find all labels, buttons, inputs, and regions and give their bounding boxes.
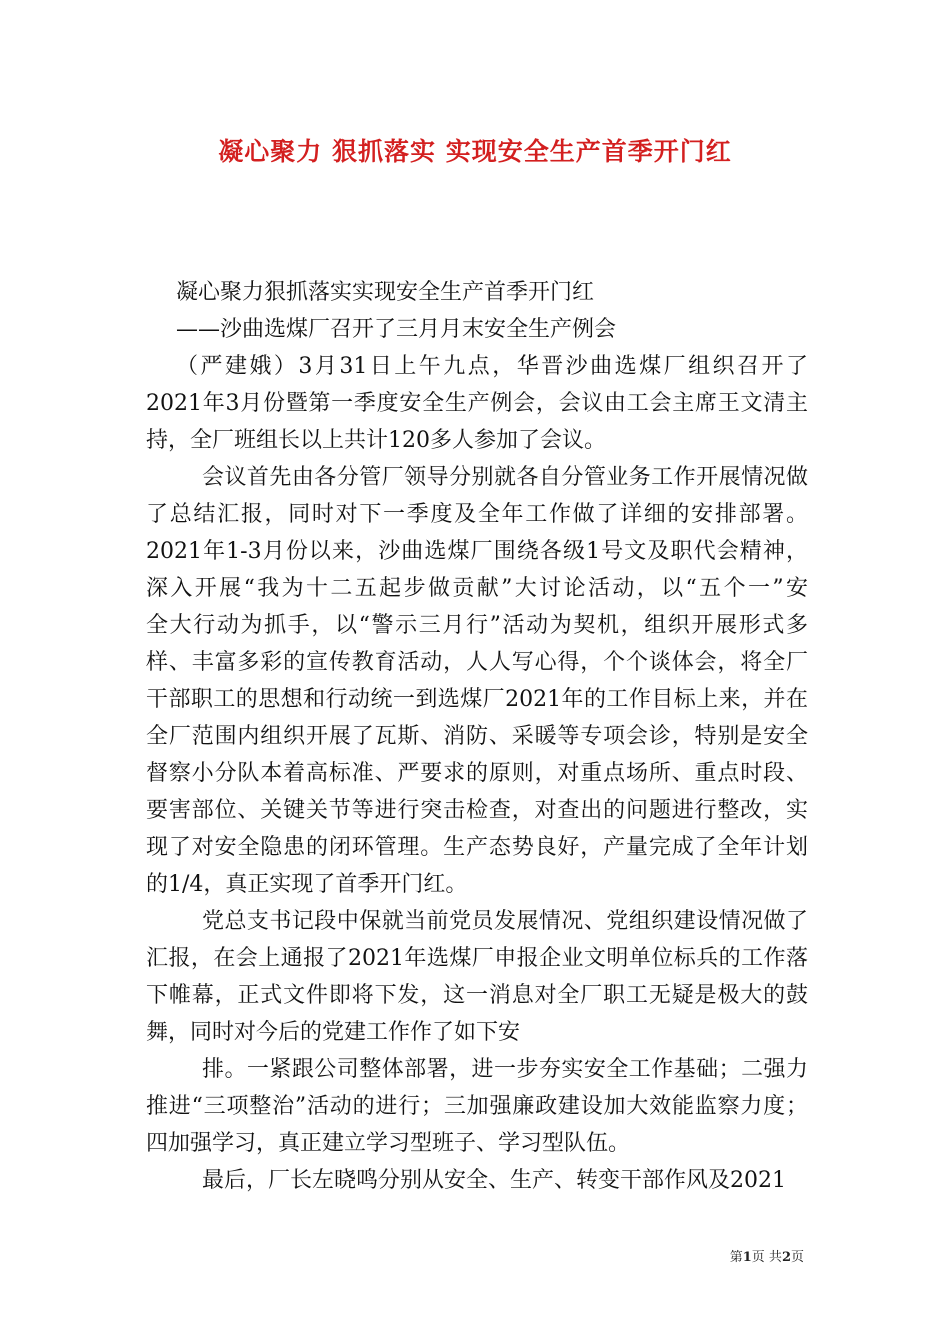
- body-line: 下帷幕，正式文件即将下发，这一消息对全厂职工无疑是极大的鼓: [146, 983, 808, 1008]
- body-line: 样、丰富多彩的宣传教育活动，人人写心得，个个谈体会，将全厂: [146, 650, 808, 675]
- body-line: 凝心聚力狠抓落实实现安全生产首季开门红: [176, 280, 595, 305]
- body-line: 的1/4，真正实现了首季开门红。: [146, 872, 468, 897]
- body-line: 全大行动为抓手，以“警示三月行”活动为契机，组织开展形式多: [146, 613, 808, 638]
- body-line: 持，全厂班组长以上共计120多人参加了会议。: [146, 428, 606, 453]
- body-line: 四加强学习，真正建立学习型班子、学习型队伍。: [146, 1131, 631, 1156]
- footer-middle: 页 共: [751, 1250, 782, 1265]
- body-line: （严建娥）3月31日上午九点，华晋沙曲选煤厂组织召开了: [176, 354, 808, 379]
- footer-total-pages: 2: [781, 1250, 791, 1265]
- footer-page-number: 1: [742, 1250, 752, 1265]
- body-line: 党总支书记段中保就当前党员发展情况、党组织建设情况做了: [202, 909, 808, 934]
- body-line: 舞，同时对今后的党建工作作了如下安: [146, 1020, 521, 1045]
- footer-prefix: 第: [729, 1250, 743, 1265]
- body-line: 全厂范围内组织开展了瓦斯、消防、采暖等专项会诊，特别是安全: [146, 724, 808, 749]
- body-line: 2021年3月份暨第一季度安全生产例会，会议由工会主席王文清主: [146, 391, 808, 416]
- body-line: 推进“三项整治”活动的进行；三加强廉政建设加大效能监察力度；: [146, 1094, 808, 1119]
- body-line: 深入开展“我为十二五起步做贡献”大讨论活动，以“五个一”安: [146, 576, 808, 601]
- body-line: 督察小分队本着高标准、严要求的原则，对重点场所、重点时段、: [146, 761, 808, 786]
- body-line: 最后，厂长左晓鸣分别从安全、生产、转变干部作风及2021: [202, 1168, 786, 1193]
- body-line: 汇报，在会上通报了2021年选煤厂申报企业文明单位标兵的工作落: [146, 946, 808, 971]
- body-line: 了总结汇报，同时对下一季度及全年工作做了详细的安排部署。: [146, 502, 808, 527]
- body-line: 现了对安全隐患的闭环管理。生产态势良好，产量完成了全年计划: [146, 835, 808, 860]
- body-line: 干部职工的思想和行动统一到选煤厂2021年的工作目标上来，并在: [146, 687, 808, 712]
- page-footer: [730, 1246, 804, 1265]
- body-line: 要害部位、关键关节等进行突击检查，对查出的问题进行整改，实: [146, 798, 808, 823]
- document-body: [146, 274, 808, 1199]
- document-title: 凝心聚力 狠抓落实 实现安全生产首季开门红: [218, 137, 732, 166]
- body-line: 会议首先由各分管厂领导分别就各自分管业务工作开展情况做: [202, 465, 808, 490]
- body-line: ——沙曲选煤厂召开了三月月末安全生产例会: [176, 317, 617, 342]
- body-line: 排。一紧跟公司整体部署，进一步夯实安全工作基础；二强力: [202, 1057, 808, 1082]
- body-line: 2021年1-3月份以来，沙曲选煤厂围绕各级1号文及职代会精神，: [146, 539, 808, 564]
- footer-suffix: 页: [790, 1250, 804, 1265]
